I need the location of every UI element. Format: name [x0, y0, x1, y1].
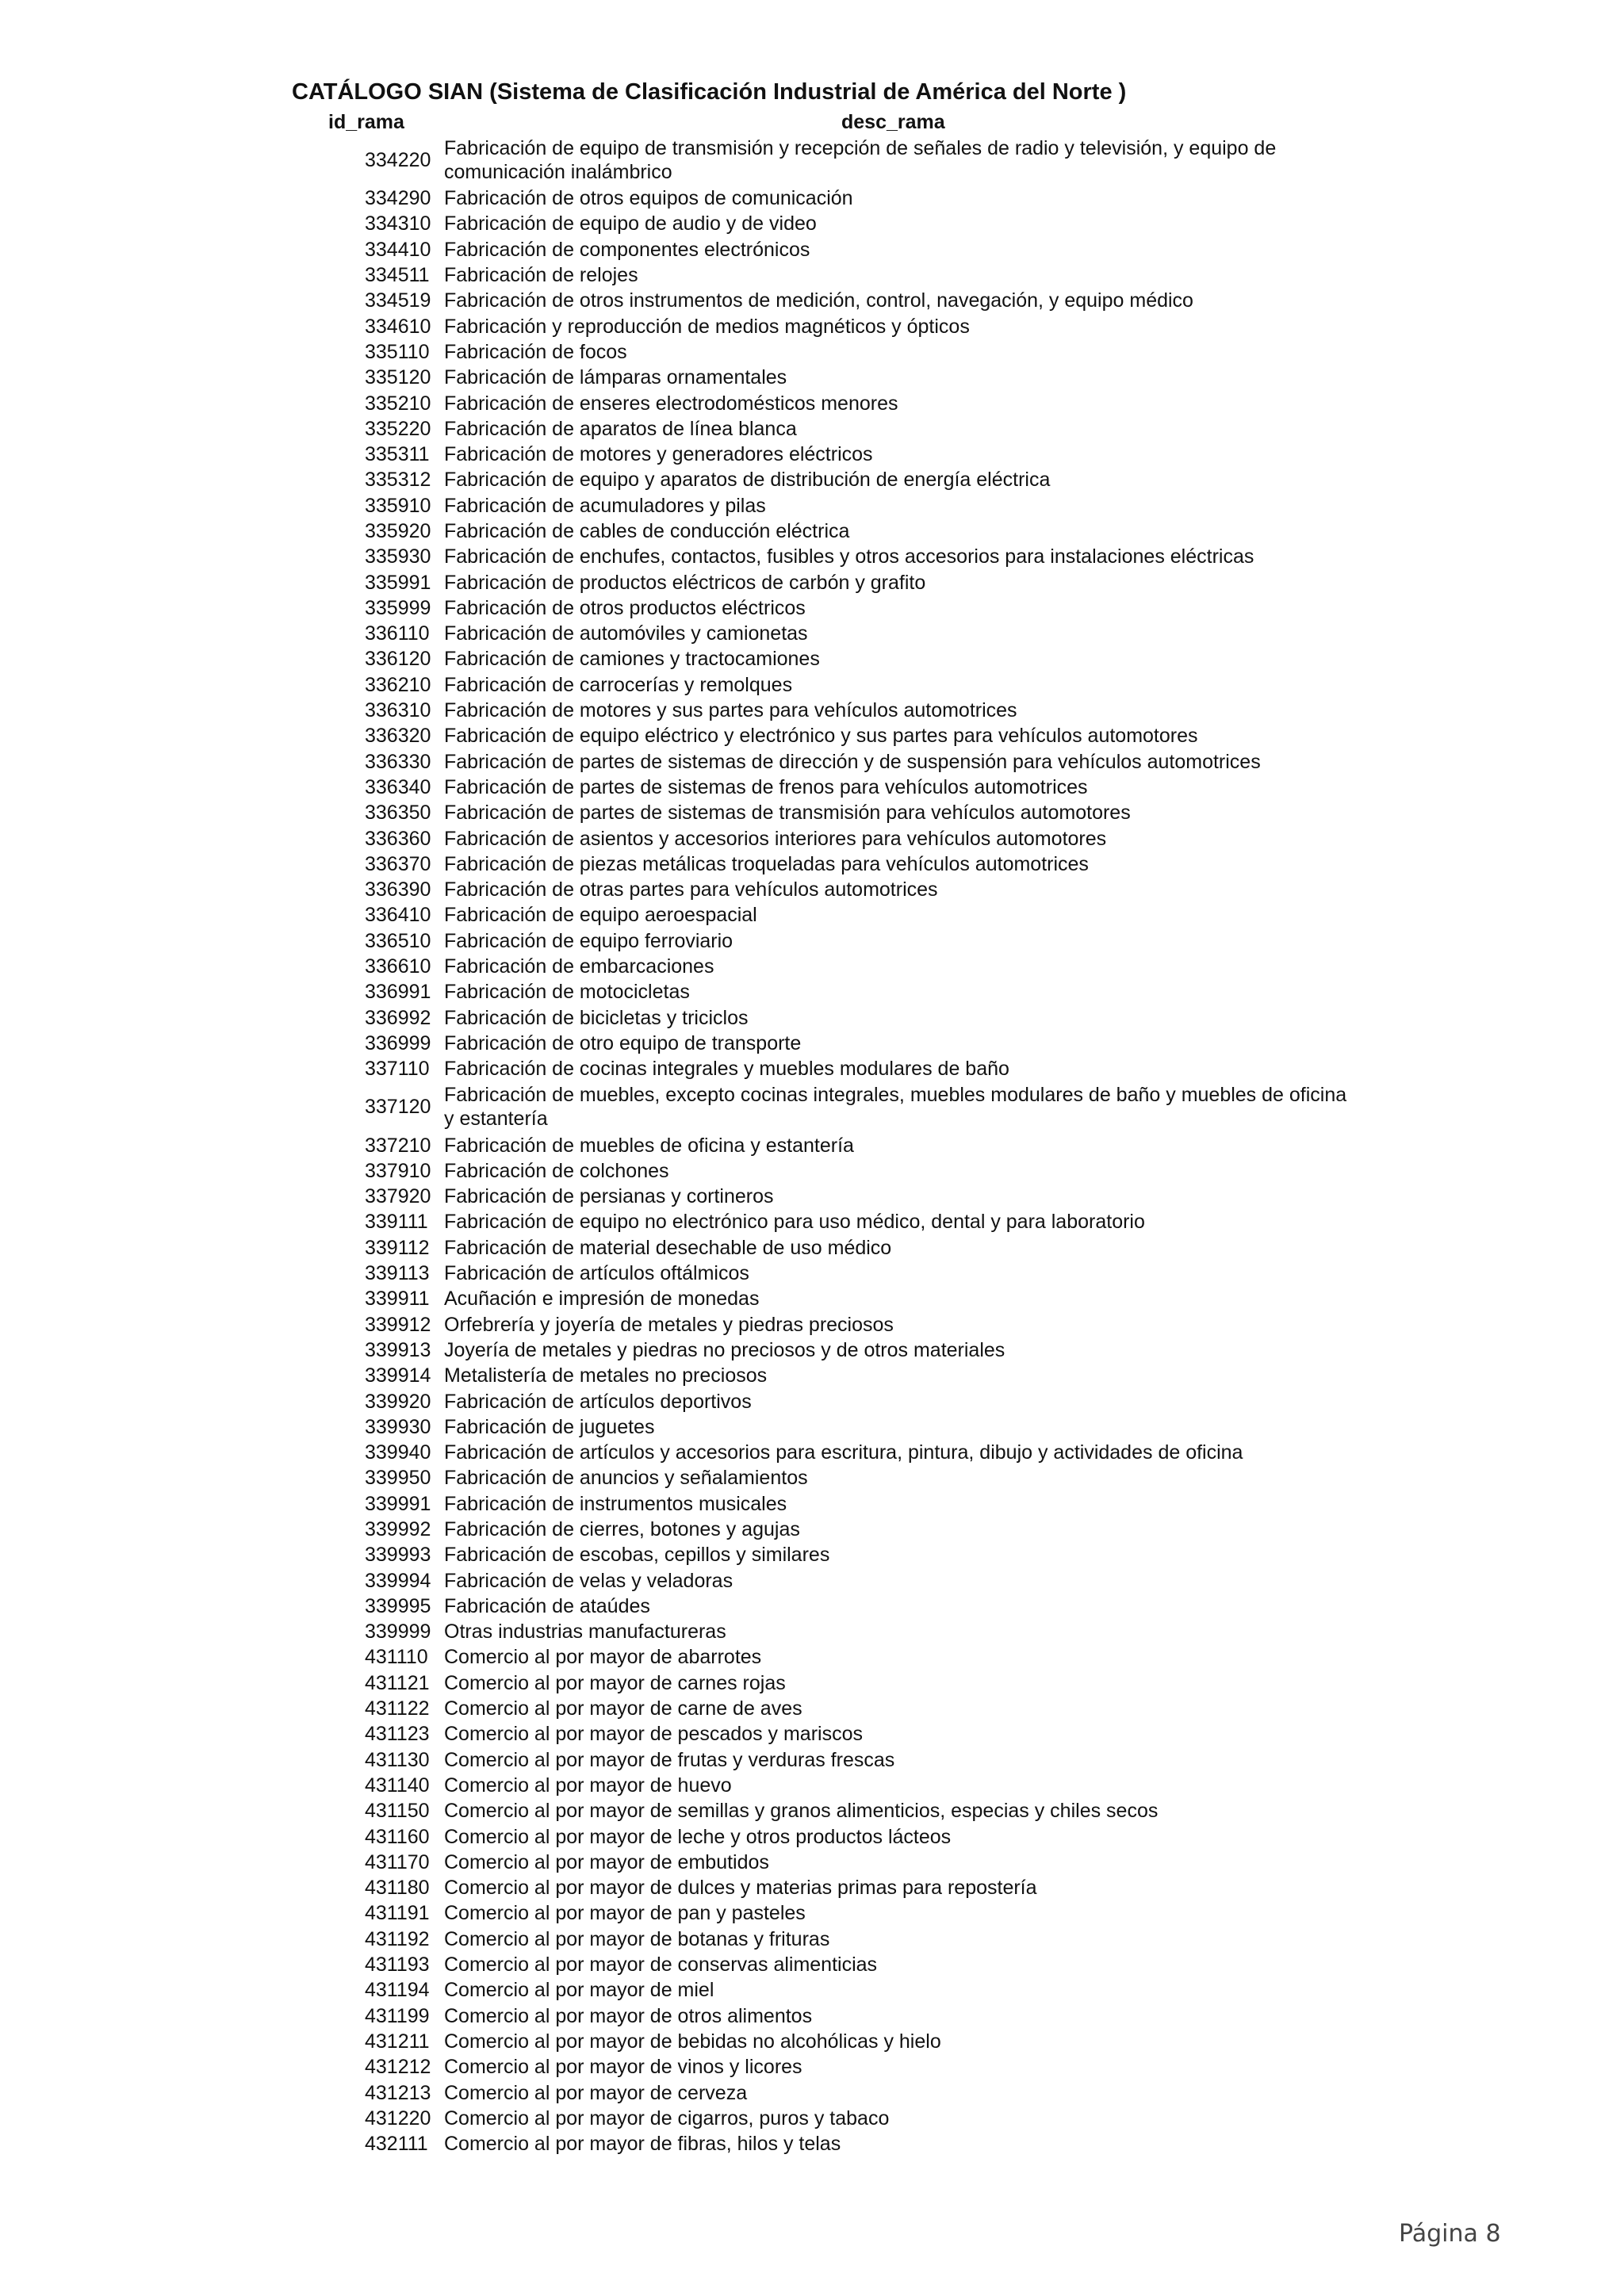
id-rama-cell: 339994 [365, 1569, 431, 1592]
id-rama-cell: 339993 [365, 1544, 431, 1567]
desc-rama-cell: Fabricación de artículos deportivos [444, 1390, 752, 1413]
column-header-id: id_rama [328, 111, 404, 133]
desc-rama-cell: Comercio al por mayor de fibras, hilos y telas [444, 2133, 841, 2156]
desc-rama-cell: Fabricación de instrumentos musicales [444, 1492, 787, 1515]
desc-rama-cell: Acuñación e impresión de monedas [444, 1288, 760, 1311]
id-rama-cell: 339992 [365, 1517, 431, 1540]
desc-rama-cell: Metalistería de metales no preciosos [444, 1364, 768, 1387]
desc-rama-cell: Fabricación de otros instrumentos de medición, control, navegación, y equipo médico [444, 289, 1193, 312]
id-rama-cell: 336310 [365, 699, 431, 722]
desc-rama-cell: Fabricación de productos eléctricos de carbón y grafito [444, 571, 926, 594]
id-rama-cell: 336390 [365, 878, 431, 901]
desc-rama-cell: Comercio al por mayor de conservas alimenticias [444, 1954, 878, 1976]
desc-rama-cell: Comercio al por mayor de pescados y mariscos [444, 1723, 863, 1746]
desc-rama-cell: Comercio al por mayor de miel [444, 1979, 714, 2002]
id-rama-cell: 335210 [365, 392, 431, 415]
desc-rama-cell: Comercio al por mayor de pan y pasteles [444, 1902, 806, 1925]
id-rama-cell: 334410 [365, 238, 431, 261]
table-row [365, 1798, 1348, 1823]
desc-rama-cell: Fabricación de colchones [444, 1159, 669, 1182]
table-row [365, 979, 1348, 1004]
id-rama-cell: 337920 [365, 1185, 431, 1208]
id-rama-cell: 337110 [365, 1058, 430, 1081]
table-row [365, 416, 1348, 442]
id-rama-cell: 335991 [365, 571, 431, 594]
desc-rama-cell: Fabricación de motores y sus partes para vehículos automotrices [444, 699, 1017, 722]
desc-rama-cell: Comercio al por mayor de botanas y frituras [444, 1927, 830, 1950]
id-rama-cell: 339914 [365, 1364, 431, 1387]
id-rama-cell: 339995 [365, 1594, 431, 1617]
desc-rama-cell: Fabricación de relojes [444, 264, 638, 287]
desc-rama-cell: Fabricación de persianas y cortineros [444, 1185, 774, 1208]
id-rama-cell: 339112 [365, 1236, 430, 1259]
desc-rama-cell: Fabricación de enseres electrodomésticos menores [444, 392, 898, 415]
id-rama-cell: 336370 [365, 852, 431, 875]
table-row [365, 723, 1348, 748]
desc-rama-cell: Fabricación de enchufes, contactos, fusibles y otros accesorios para instalaciones eléctricas [444, 545, 1254, 568]
desc-rama-cell: Comercio al por mayor de otros alimentos [444, 2004, 813, 2027]
desc-rama-cell: Fabricación de motocicletas [444, 981, 690, 1004]
id-rama-cell: 431199 [365, 2004, 430, 2027]
desc-rama-cell: Fabricación de anuncios y señalamientos [444, 1467, 808, 1490]
desc-rama-cell: Fabricación de focos [444, 340, 627, 363]
id-rama-cell: 337910 [365, 1159, 431, 1182]
desc-rama-cell: Comercio al por mayor de cerveza [444, 2081, 748, 2104]
desc-rama-cell: Fabricación de artículos y accesorios para escritura, pintura, dibujo y actividades de oficina [444, 1441, 1243, 1464]
id-rama-cell: 431211 [365, 2030, 430, 2053]
catalog-table [365, 135, 1348, 2156]
table-row [365, 1465, 1348, 1490]
id-rama-cell: 339991 [365, 1492, 431, 1515]
id-rama-cell: 336410 [365, 904, 431, 927]
id-rama-cell: 431122 [365, 1697, 430, 1720]
id-rama-cell: 336330 [365, 750, 431, 773]
desc-rama-cell: Comercio al por mayor de carnes rojas [444, 1671, 786, 1694]
id-rama-cell: 431150 [365, 1800, 430, 1823]
table-row [365, 1952, 1348, 1977]
desc-rama-cell: Fabricación de bicicletas y triciclos [444, 1006, 749, 1029]
id-rama-cell: 336320 [365, 725, 431, 748]
table-row [365, 1644, 1348, 1670]
desc-rama-cell: Fabricación de otros productos eléctricos [444, 596, 806, 619]
table-row [365, 1721, 1348, 1747]
desc-rama-cell: Fabricación de aparatos de línea blanca [444, 417, 797, 440]
table-row [365, 1900, 1348, 1926]
table-row [365, 1823, 1348, 1849]
desc-rama-cell: Fabricación de artículos oftálmicos [444, 1262, 749, 1285]
table-row [365, 262, 1348, 288]
table-row [365, 1235, 1348, 1261]
id-rama-cell: 334511 [365, 264, 430, 287]
desc-rama-cell: Fabricación de lámparas ornamentales [444, 366, 787, 389]
id-rama-cell: 431191 [365, 1902, 430, 1925]
table-row [365, 1850, 1348, 1875]
table-row [365, 1261, 1348, 1286]
id-rama-cell: 339950 [365, 1467, 431, 1490]
table-row [365, 339, 1348, 365]
id-rama-cell: 339999 [365, 1621, 431, 1644]
table-row [365, 1696, 1348, 1721]
table-row [365, 569, 1348, 595]
desc-rama-cell: Fabricación y reproducción de medios magnéticos y ópticos [444, 315, 970, 338]
id-rama-cell: 431121 [365, 1671, 430, 1694]
desc-rama-cell: Comercio al por mayor de cigarros, puros y tabaco [444, 2107, 890, 2130]
id-rama-cell: 431110 [365, 1646, 428, 1669]
table-row [365, 237, 1348, 262]
id-rama-cell: 339113 [365, 1262, 430, 1285]
id-rama-cell: 337210 [365, 1134, 431, 1157]
id-rama-cell: 336110 [365, 622, 430, 645]
table-row [365, 1567, 1348, 1593]
id-rama-cell: 334290 [365, 187, 431, 210]
id-rama-cell: 336350 [365, 802, 431, 825]
id-rama-cell: 335930 [365, 545, 431, 568]
table-row [365, 2080, 1348, 2105]
desc-rama-cell: Comercio al por mayor de frutas y verduras frescas [444, 1748, 895, 1771]
id-rama-cell: 339920 [365, 1390, 431, 1413]
id-rama-cell: 337120 [365, 1096, 431, 1119]
table-row [365, 775, 1348, 800]
desc-rama-cell: Fabricación de partes de sistemas de frenos para vehículos automotrices [444, 775, 1088, 798]
desc-rama-cell: Fabricación de piezas metálicas troqueladas para vehículos automotrices [444, 852, 1089, 875]
table-row [365, 1670, 1348, 1696]
table-row [365, 621, 1348, 646]
id-rama-cell: 334519 [365, 289, 431, 312]
desc-rama-cell: Comercio al por mayor de carne de aves [444, 1697, 802, 1720]
desc-rama-cell: Otras industrias manufactureras [444, 1621, 726, 1644]
id-rama-cell: 431194 [365, 1979, 430, 2002]
page-number: Página 8 [1399, 2220, 1501, 2248]
id-rama-cell: 335120 [365, 366, 431, 389]
id-rama-cell: 431180 [365, 1877, 430, 1900]
desc-rama-cell: Fabricación de equipo aeroespacial [444, 904, 757, 927]
table-row [365, 519, 1348, 544]
id-rama-cell: 335999 [365, 596, 431, 619]
id-rama-cell: 431130 [365, 1748, 430, 1771]
desc-rama-cell: Comercio al por mayor de huevo [444, 1774, 732, 1797]
desc-rama-cell: Comercio al por mayor de dulces y materias primas para repostería [444, 1877, 1037, 1900]
page-title: CATÁLOGO SIAN (Sistema de Clasificación Industrial de América del Norte ) [292, 79, 1127, 105]
desc-rama-cell: Fabricación de ataúdes [444, 1594, 650, 1617]
table-row [365, 390, 1348, 415]
desc-rama-cell: Fabricación de juguetes [444, 1415, 655, 1438]
id-rama-cell: 431212 [365, 2056, 431, 2079]
id-rama-cell: 336510 [365, 929, 431, 952]
id-rama-cell: 339912 [365, 1313, 431, 1336]
id-rama-cell: 431170 [365, 1850, 430, 1873]
id-rama-cell: 431160 [365, 1825, 430, 1848]
table-row [365, 544, 1348, 569]
table-row [365, 1440, 1348, 1465]
table-row [365, 1337, 1348, 1363]
id-rama-cell: 339111 [365, 1211, 428, 1234]
table-row [365, 1747, 1348, 1773]
table-row [365, 1005, 1348, 1031]
id-rama-cell: 335110 [365, 340, 430, 363]
desc-rama-cell: Fabricación de partes de sistemas de transmisión para vehículos automotores [444, 802, 1131, 825]
desc-rama-cell: Orfebrería y joyería de metales y piedras preciosos [444, 1313, 894, 1336]
table-row [365, 2054, 1348, 2080]
table-row [365, 1031, 1348, 1056]
table-row [365, 2029, 1348, 2054]
desc-rama-cell: Fabricación de camiones y tractocamiones [444, 648, 820, 671]
table-row [365, 1132, 1348, 1158]
id-rama-cell: 336360 [365, 827, 431, 850]
desc-rama-cell: Fabricación de componentes electrónicos [444, 238, 810, 261]
id-rama-cell: 335312 [365, 469, 431, 492]
desc-rama-cell: Comercio al por mayor de leche y otros productos lácteos [444, 1825, 952, 1848]
desc-rama-cell: Fabricación de otros equipos de comunicación [444, 187, 853, 210]
desc-rama-cell: Fabricación de velas y veladoras [444, 1569, 733, 1592]
desc-rama-cell: Comercio al por mayor de vinos y licores [444, 2056, 802, 2079]
table-row [365, 595, 1348, 621]
desc-rama-cell: Comercio al por mayor de bebidas no alcohólicas y hielo [444, 2030, 941, 2053]
table-row [365, 1491, 1348, 1517]
column-header-desc: desc_rama [841, 111, 945, 133]
table-row [365, 442, 1348, 467]
desc-rama-cell: Fabricación de equipo de transmisión y recepción de señales de radio y televisión, y equipo de comunicación inalámbrico [444, 137, 1277, 183]
id-rama-cell: 336210 [365, 673, 431, 696]
desc-rama-cell: Fabricación de material desechable de uso médico [444, 1236, 892, 1259]
desc-rama-cell: Comercio al por mayor de embutidos [444, 1850, 769, 1873]
desc-rama-cell: Comercio al por mayor de abarrotes [444, 1646, 762, 1669]
table-row [365, 877, 1348, 902]
id-rama-cell: 335311 [365, 443, 430, 466]
desc-rama-cell: Fabricación de muebles, excepto cocinas integrales, muebles modulares de baño y muebles de oficina y estantería [444, 1084, 1347, 1131]
desc-rama-cell: Fabricación de muebles de oficina y estantería [444, 1134, 854, 1157]
table-row [365, 2003, 1348, 2028]
table-row [365, 672, 1348, 698]
id-rama-cell: 336120 [365, 648, 431, 671]
id-rama-cell: 431140 [365, 1774, 430, 1797]
desc-rama-cell: Fabricación de partes de sistemas de dirección y de suspensión para vehículos automotrices [444, 750, 1261, 773]
table-row [365, 1311, 1348, 1337]
desc-rama-cell: Fabricación de carrocerías y remolques [444, 673, 793, 696]
table-row [365, 1286, 1348, 1311]
desc-rama-cell: Comercio al por mayor de semillas y granos alimenticios, especias y chiles secos [444, 1800, 1159, 1823]
id-rama-cell: 339913 [365, 1338, 431, 1361]
table-row [365, 186, 1348, 211]
desc-rama-cell: Fabricación de automóviles y camionetas [444, 622, 808, 645]
table-row [365, 800, 1348, 825]
desc-rama-cell: Fabricación de otras partes para vehículos automotrices [444, 878, 938, 901]
id-rama-cell: 335920 [365, 520, 431, 542]
id-rama-cell: 432111 [365, 2133, 428, 2156]
table-row [365, 902, 1348, 928]
table-row [365, 851, 1348, 877]
desc-rama-cell: Fabricación de cierres, botones y agujas [444, 1517, 800, 1540]
table-row [365, 1363, 1348, 1388]
table-row [365, 2106, 1348, 2131]
table-row [365, 1927, 1348, 1952]
desc-rama-cell: Fabricación de embarcaciones [444, 955, 714, 978]
id-rama-cell: 339911 [365, 1288, 430, 1311]
id-rama-cell: 334310 [365, 212, 431, 235]
id-rama-cell: 339930 [365, 1415, 431, 1438]
desc-rama-cell: Fabricación de otro equipo de transporte [444, 1031, 802, 1054]
table-row [365, 1414, 1348, 1440]
desc-rama-cell: Fabricación de cocinas integrales y muebles modulares de baño [444, 1058, 1009, 1081]
id-rama-cell: 335220 [365, 417, 431, 440]
table-row [365, 698, 1348, 723]
table-row [365, 646, 1348, 672]
id-rama-cell: 334610 [365, 315, 431, 338]
table-row [365, 1081, 1348, 1132]
table-row [365, 1158, 1348, 1184]
table-row [365, 1388, 1348, 1414]
table-row [365, 1184, 1348, 1209]
id-rama-cell: 431123 [365, 1723, 430, 1746]
table-row [365, 1619, 1348, 1644]
desc-rama-cell: Joyería de metales y piedras no preciosos y de otros materiales [444, 1338, 1005, 1361]
table-row [365, 928, 1348, 954]
table-row [365, 493, 1348, 519]
desc-rama-cell: Fabricación de motores y generadores eléctricos [444, 443, 873, 466]
table-row [365, 467, 1348, 492]
table-row [365, 1517, 1348, 1542]
table-row [365, 365, 1348, 390]
desc-rama-cell: Fabricación de acumuladores y pilas [444, 494, 766, 517]
desc-rama-cell: Fabricación de equipo de audio y de video [444, 212, 817, 235]
id-rama-cell: 431193 [365, 1954, 430, 1976]
id-rama-cell: 339940 [365, 1441, 431, 1464]
table-row [365, 1056, 1348, 1081]
id-rama-cell: 334220 [365, 149, 431, 171]
id-rama-cell: 431192 [365, 1927, 430, 1950]
id-rama-cell: 336610 [365, 955, 431, 978]
table-row [365, 825, 1348, 851]
table-row [365, 749, 1348, 775]
desc-rama-cell: Fabricación de equipo no electrónico para uso médico, dental y para laboratorio [444, 1211, 1145, 1234]
table-row [365, 211, 1348, 236]
table-row [365, 1594, 1348, 1619]
id-rama-cell: 336992 [365, 1006, 431, 1029]
table-row [365, 313, 1348, 339]
desc-rama-cell: Fabricación de equipo ferroviario [444, 929, 733, 952]
desc-rama-cell: Fabricación de escobas, cepillos y similares [444, 1544, 830, 1567]
desc-rama-cell: Fabricación de equipo eléctrico y electrónico y sus partes para vehículos automotores [444, 725, 1198, 748]
table-row [365, 1209, 1348, 1234]
table-row [365, 288, 1348, 313]
table-row [365, 1773, 1348, 1798]
id-rama-cell: 336340 [365, 775, 431, 798]
table-row [365, 954, 1348, 979]
id-rama-cell: 431220 [365, 2107, 431, 2130]
id-rama-cell: 336991 [365, 981, 431, 1004]
desc-rama-cell: Fabricación de cables de conducción eléctrica [444, 520, 850, 542]
table-row [365, 2131, 1348, 2156]
table-row [365, 1875, 1348, 1900]
id-rama-cell: 336999 [365, 1031, 431, 1054]
desc-rama-cell: Fabricación de asientos y accesorios interiores para vehículos automotores [444, 827, 1107, 850]
desc-rama-cell: Fabricación de equipo y aparatos de distribución de energía eléctrica [444, 469, 1051, 492]
id-rama-cell: 431213 [365, 2081, 431, 2104]
table-row [365, 1542, 1348, 1567]
table-row [365, 1977, 1348, 2003]
table-row [365, 135, 1348, 186]
id-rama-cell: 335910 [365, 494, 431, 517]
